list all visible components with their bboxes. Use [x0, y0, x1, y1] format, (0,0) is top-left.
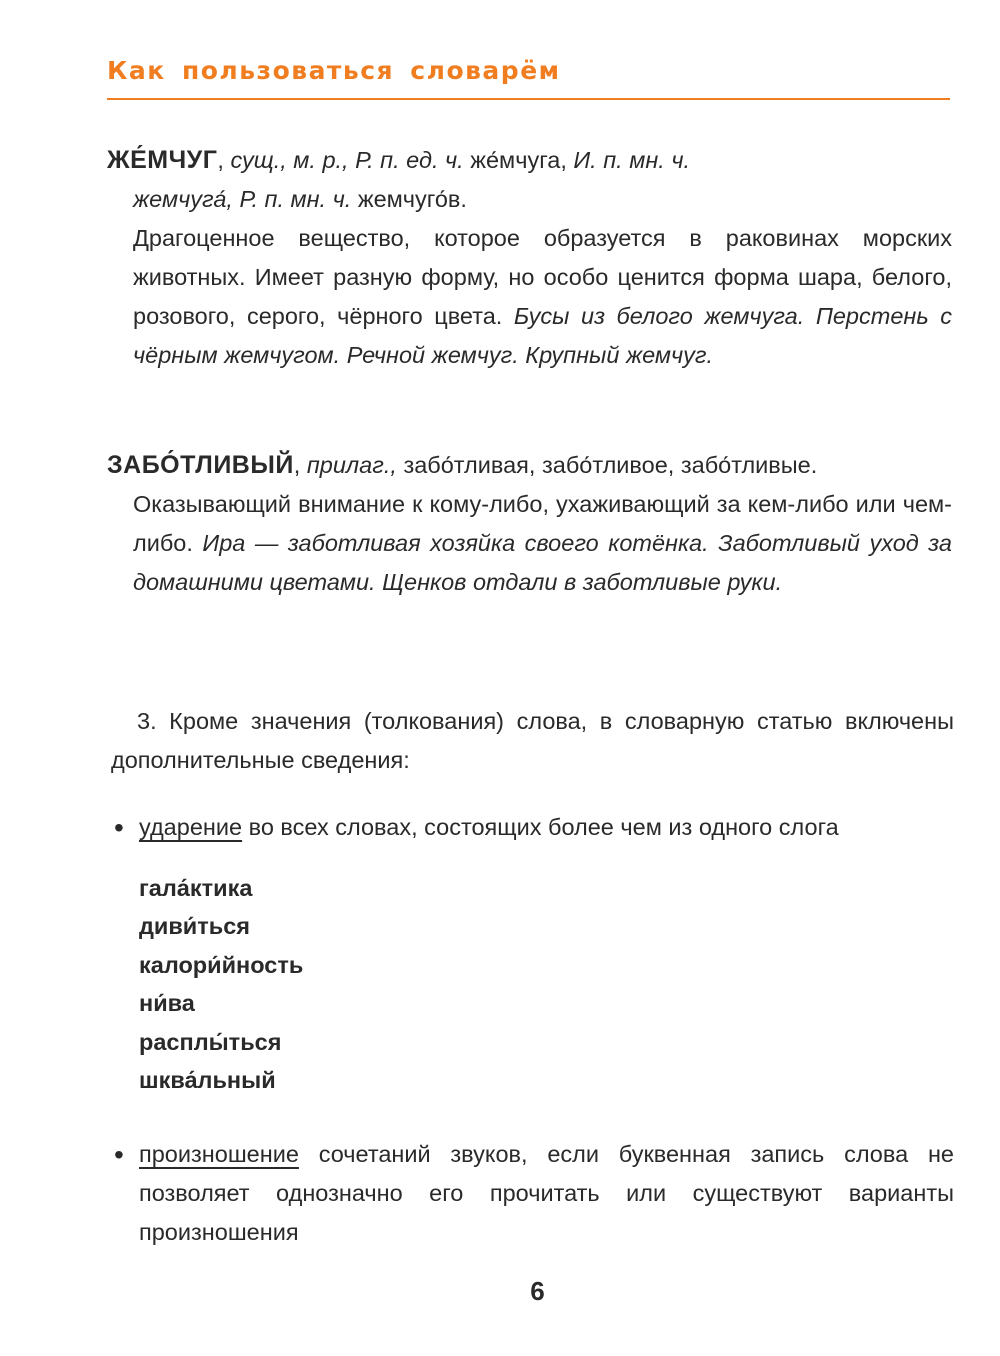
entry-definition	[133, 219, 952, 375]
entry-forms-line	[133, 180, 952, 219]
bullet-term: ударение	[139, 814, 243, 840]
stress-word: расплы́ться	[139, 1028, 282, 1055]
grammar-note: сущ., м. р., Р. п. ед. ч.	[230, 147, 464, 173]
section-3-paragraph: 3. Кроме значения (толкования) слова, в словарную статью включены дополнительные сведения:	[111, 708, 954, 773]
word-forms: забо́тливая, забо́тливое, забо́тливые.	[403, 452, 818, 478]
headword: ЖЕ́МЧУГ	[107, 146, 218, 174]
grammar-note: И. п. мн. ч.	[573, 147, 691, 173]
grammar-note: прилаг.,	[306, 452, 397, 478]
header-rule	[107, 98, 950, 100]
word-form: же́мчуга,	[470, 147, 567, 173]
definition-text: Оказывающий внимание к кому-либо, ухаживающий за кем-либо или чем-либо.	[133, 491, 952, 556]
bullet-dot-icon: •	[114, 1139, 124, 1170]
usage-examples: Бусы из белого жемчуга. Перстень с чёрным жемчугом. Речной жемчуг. Крупный жемчуг.	[133, 303, 952, 368]
usage-examples: Ира — заботливая хозяйка своего котёнка. Заботливый уход за домашними цветами. Щенков отдали в заботливые руки.	[133, 530, 953, 595]
bullet-text	[139, 1135, 954, 1252]
word-form: жемчуго́в.	[357, 186, 467, 212]
dictionary-entry-zhemchug	[107, 141, 952, 375]
bullet-term: произношение	[139, 1141, 299, 1167]
stress-word: диви́ться	[139, 913, 250, 940]
bullet-description: сочетаний звуков, если буквенная запись слова не позволяет однозначно его прочитать или существуют варианты произношения	[139, 1141, 954, 1245]
grammar-note: Р. п. мн. ч.	[239, 186, 352, 212]
page-header: Как пользоваться словарём	[107, 56, 561, 85]
dictionary-entry-zabotlivyi	[107, 446, 952, 602]
stress-word: калори́йность	[139, 951, 304, 978]
stress-word: гала́ктика	[139, 875, 253, 901]
bullet-dot-icon: •	[114, 812, 124, 843]
stress-word: шква́льный	[139, 1067, 276, 1094]
page-number: 6	[530, 1276, 545, 1306]
entry-header: ЗАБО́ТЛИВЫЙ, прилаг., забо́тливая, забо́тливое, забо́тливые.	[107, 451, 818, 479]
entry-header: ЖЕ́МЧУГ, сущ., м. р., Р. п. ед. ч. же́мчуга, И. п. мн. ч.	[107, 146, 691, 174]
headword: ЗАБО́ТЛИВЫЙ	[107, 451, 294, 479]
bullet-stress	[111, 808, 954, 847]
stress-word: ни́ва	[139, 990, 195, 1017]
bullet-pronunciation	[111, 1135, 954, 1252]
bullet-description: во всех словах, состоящих более чем из одного слога	[248, 814, 839, 840]
definition-text: Драгоценное вещество, которое образуется в раковинах морских животных. Имеет разную форму, но особо ценится форма шара, белого, розового, серого, чёрного цвета.	[133, 225, 952, 329]
word-form: жемчуга́,	[133, 186, 233, 212]
stress-word-list	[139, 869, 303, 1099]
entry-definition	[133, 485, 952, 602]
bullet-text	[139, 808, 954, 847]
